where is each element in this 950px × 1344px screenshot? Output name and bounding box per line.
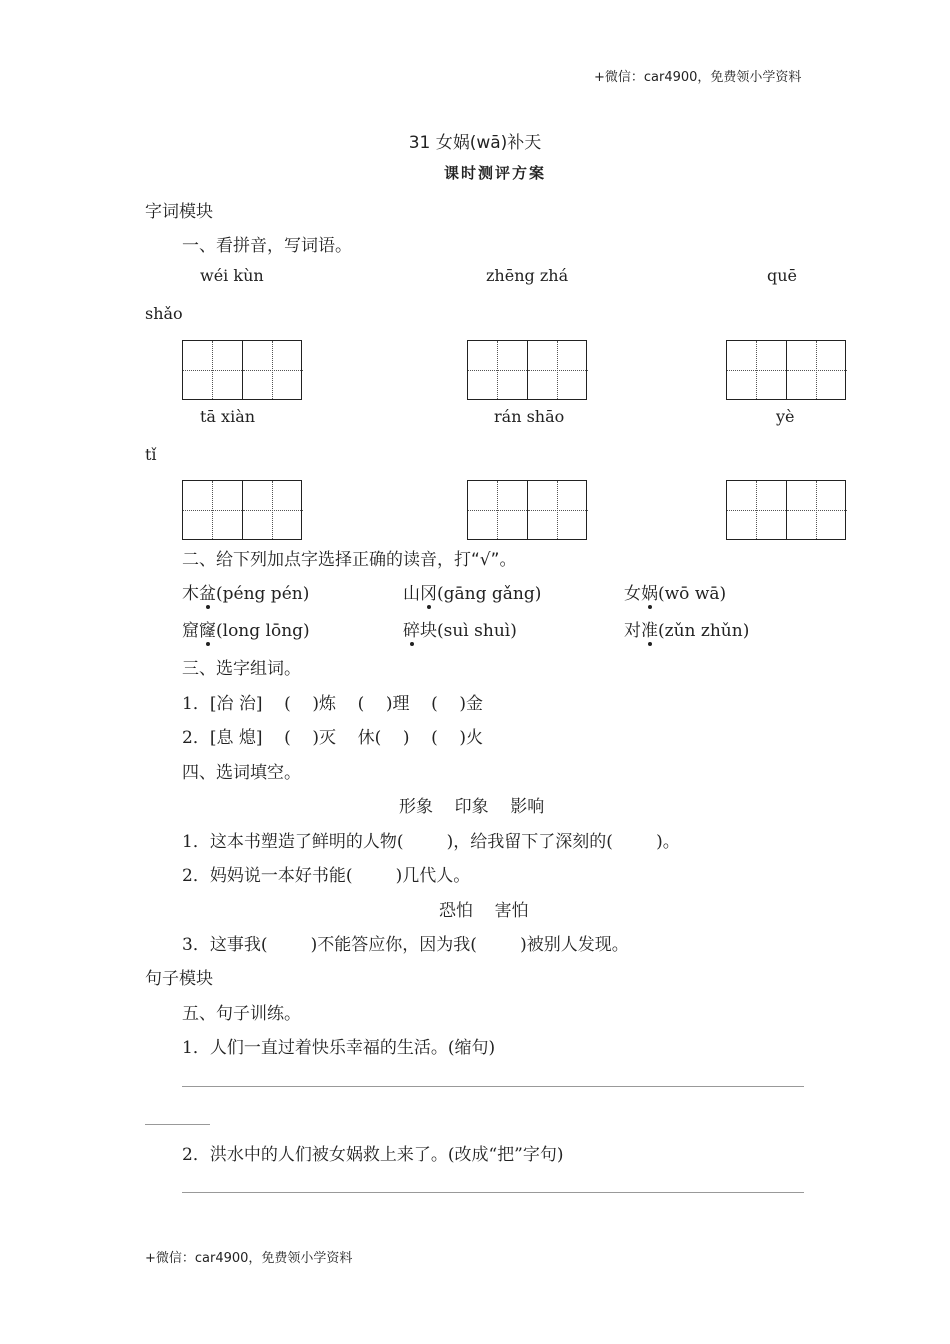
section-words-heading: 字词模块 <box>145 202 213 222</box>
answer-line-1[interactable] <box>182 1086 804 1087</box>
pinyin-que: quē <box>767 266 798 285</box>
writing-grid-6[interactable] <box>726 480 846 540</box>
answer-line-2[interactable] <box>182 1192 804 1193</box>
q2-item-suikuai: 碎块(suì shuì) <box>403 616 517 641</box>
q4-line-2: 2．妈妈说一本好书能( )几代人。 <box>182 866 471 886</box>
q5-heading: 五、句子训练。 <box>182 1004 301 1024</box>
pinyin-zhengzha: zhēng zhá <box>486 266 569 285</box>
page-title: 31 女娲(wā)补天 <box>408 133 542 153</box>
pinyin-weikun: wéi kùn <box>200 266 264 285</box>
pinyin-ye: yè <box>776 407 795 426</box>
q4-heading: 四、选词填空。 <box>182 763 301 783</box>
writing-grid-2[interactable] <box>467 340 587 400</box>
q2-item-shangang: 山冈(gāng gǎng) <box>403 579 541 604</box>
watermark-bottom: +微信：car4900，免费领小学资料 <box>145 1251 353 1266</box>
q2-item-duizhun: 对准(zǔn zhǔn) <box>624 616 749 641</box>
q4-line-1: 1．这本书塑造了鲜明的人物( )，给我留下了深刻的( )。 <box>182 832 680 852</box>
pinyin-taxian: tā xiàn <box>200 407 256 426</box>
pinyin-ranshao: rán shāo <box>494 407 565 426</box>
q2-item-kulong: 窟窿(long lōng) <box>182 616 310 641</box>
q3-line-1: 1．[冶 治] ( )炼 ( )理 ( )金 <box>182 694 483 714</box>
q2-item-mupen: 木盆(péng pén) <box>182 579 309 604</box>
q4-word-bank-1: 形象 印象 影响 <box>399 797 545 817</box>
q5-item-1: 1．人们一直过着快乐幸福的生活。(缩句) <box>182 1038 496 1058</box>
q2-item-nvwa: 女娲(wō wā) <box>624 579 726 604</box>
writing-grid-3[interactable] <box>726 340 846 400</box>
q5-item-2: 2．洪水中的人们被女娲救上来了。(改成“把”字句) <box>182 1145 564 1165</box>
pinyin-ti: tǐ <box>145 445 157 464</box>
section-sentences-heading: 句子模块 <box>145 969 213 989</box>
q4-line-3: 3．这事我( )不能答应你，因为我( )被别人发现。 <box>182 935 629 955</box>
pinyin-shao: shǎo <box>145 304 183 323</box>
page-subtitle: 课时测评方案 <box>443 164 546 182</box>
q3-heading: 三、选字组词。 <box>182 659 301 679</box>
writing-grid-1[interactable] <box>182 340 302 400</box>
q2-heading: 二、给下列加点字选择正确的读音，打“√”。 <box>182 550 517 570</box>
writing-grid-4[interactable] <box>182 480 302 540</box>
answer-line-1-wrap[interactable] <box>145 1124 210 1125</box>
watermark-top: +微信：car4900，免费领小学资料 <box>594 70 802 85</box>
q3-line-2: 2．[息 熄] ( )灭 休( ) ( )火 <box>182 728 483 748</box>
writing-grid-5[interactable] <box>467 480 587 540</box>
q4-word-bank-2: 恐怕 害怕 <box>439 901 529 921</box>
q1-heading: 一、看拼音，写词语。 <box>182 236 352 256</box>
